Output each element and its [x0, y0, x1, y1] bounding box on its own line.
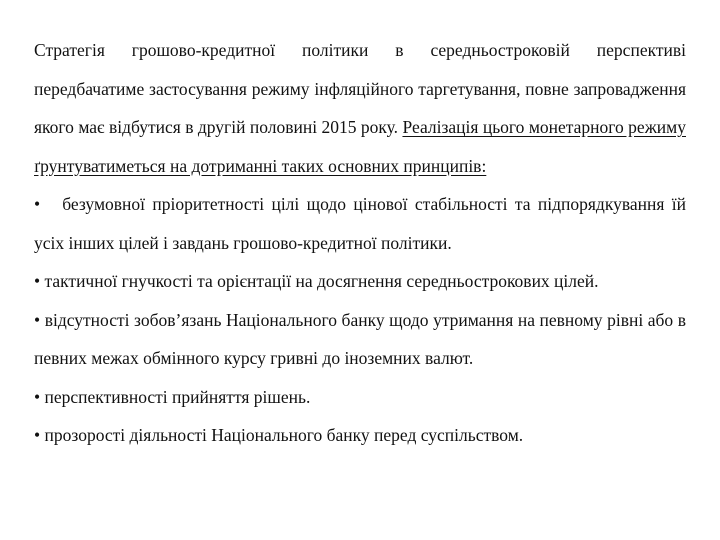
bullet-item: [34, 416, 686, 455]
bullet-text: відсутності зобов’язань Національного банку щодо утримання на певному рівні або в певних межах обмінного курсу гривні до іноземних валют.: [34, 309, 686, 368]
bullet-item: [34, 262, 686, 301]
bullet-icon: •: [34, 271, 41, 291]
bullet-item: [34, 301, 686, 378]
bullet-text: безумовної пріоритетності цілі щодо цінової стабільності та підпорядкування їй усіх інших цілей і завдань грошово-кредитної політики.: [34, 194, 686, 253]
bullet-icon: •: [34, 386, 41, 407]
bullet-text: перспективності прийняття рішень.: [44, 386, 311, 407]
bullet-icon: •: [34, 425, 41, 445]
intro-paragraph: [34, 31, 686, 185]
document-body: [34, 31, 686, 455]
bullet-icon: •: [34, 194, 41, 214]
bullet-item: [34, 185, 686, 262]
intro-underlined-text: Реалізація цього монетарного режиму ґрунтуватиметься на дотриманні таких основних принципів:: [34, 117, 686, 176]
bullet-icon: •: [34, 309, 41, 330]
intro-text: Стратегія грошово-кредитної політики в середньостроковій перспективі передбачатиме застосування режиму інфляційного таргетування, повне запровадження якого має відбутися в другій половині 2015 року.: [34, 40, 686, 137]
bullet-item: [34, 378, 686, 417]
bullet-text: прозорості діяльності Національного банку перед суспільством.: [44, 425, 524, 445]
bullet-text: тактичної гнучкості та орієнтації на досягнення середньострокових цілей.: [44, 271, 599, 291]
